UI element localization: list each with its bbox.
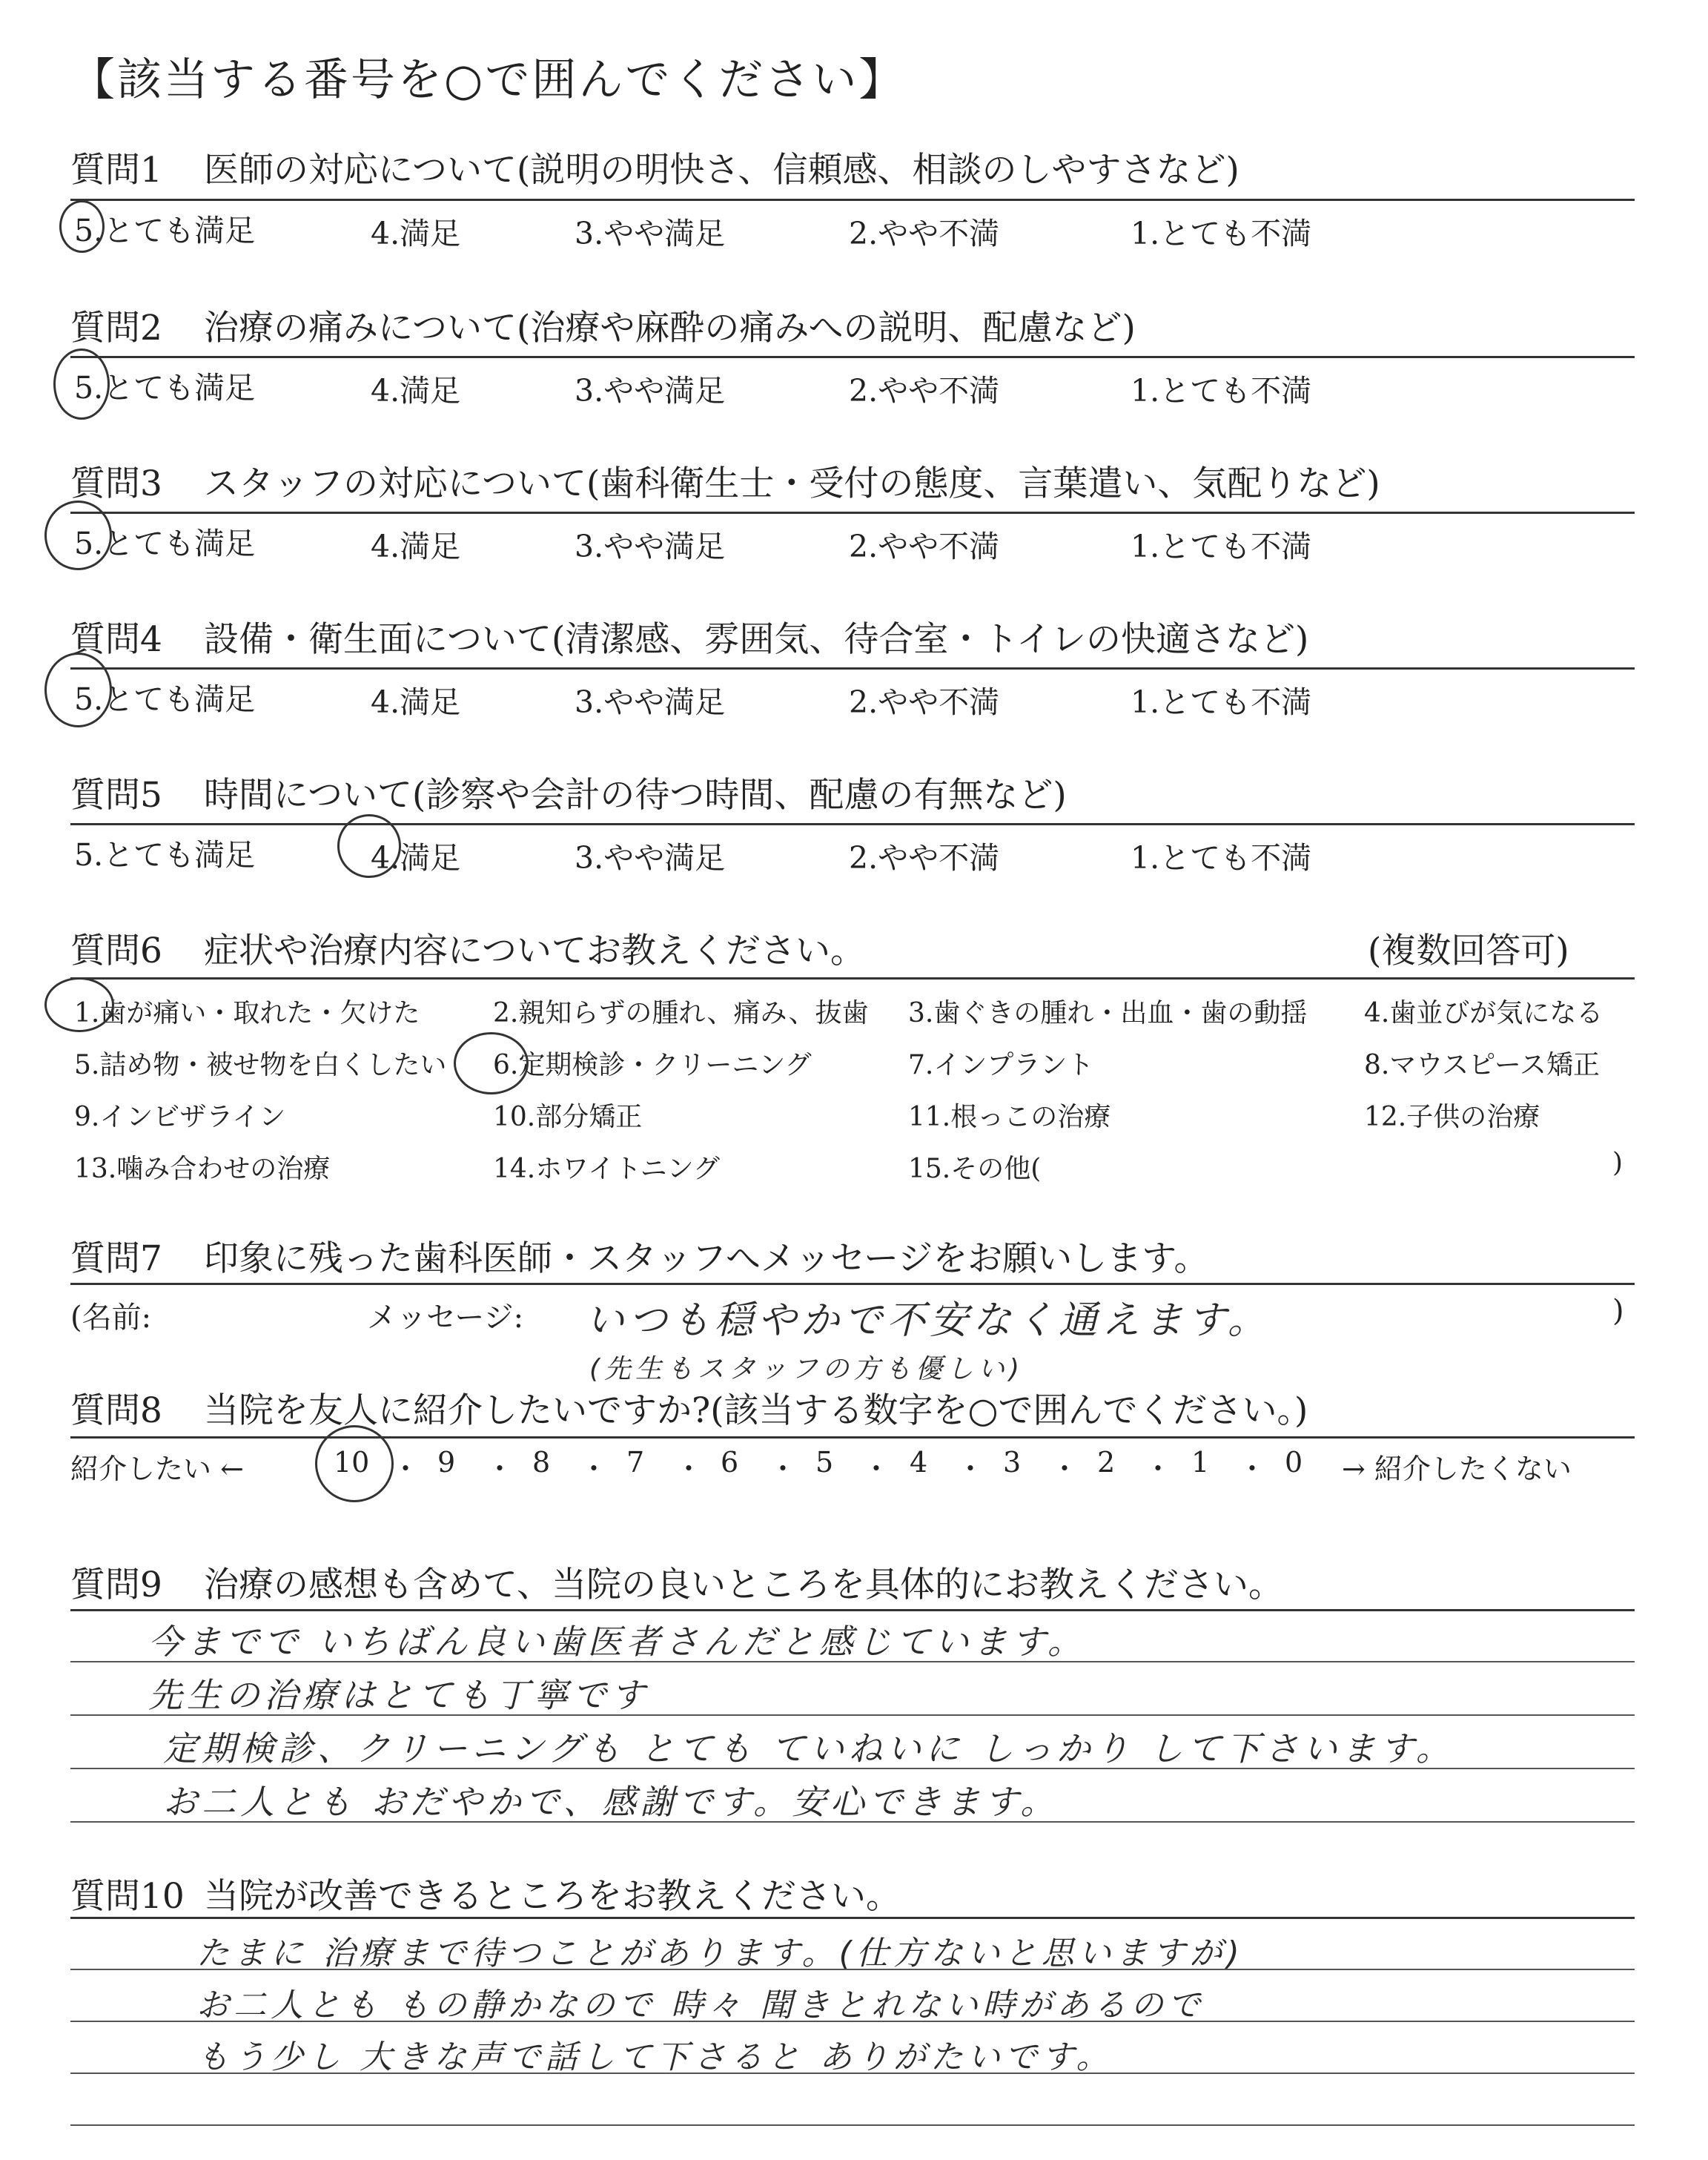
option-5[interactable]: 5.とても満足 bbox=[74, 837, 256, 873]
score-0[interactable]: 0 bbox=[1285, 1446, 1303, 1479]
score-6[interactable]: 6 bbox=[721, 1446, 739, 1479]
option-5[interactable]: 5.とても満足 bbox=[74, 213, 256, 248]
message-answer-sub: (先生もスタッフの方も優しい) bbox=[589, 1354, 1025, 1384]
score-5[interactable]: 5 bbox=[815, 1446, 834, 1479]
symptom-option-7[interactable]: 7.インプラント bbox=[908, 1050, 1094, 1080]
question-title bbox=[70, 1869, 901, 1918]
divider bbox=[70, 512, 1635, 514]
symptom-option-11[interactable]: 11.根っこの治療 bbox=[908, 1102, 1111, 1132]
symptom-option-1[interactable]: 1.歯が痛い・取れた・欠けた bbox=[74, 998, 420, 1028]
scale-dot: ・ bbox=[862, 1453, 891, 1485]
question-text: 当院を友人に紹介したいですか?(該当する数字を○で囲んでください。) bbox=[204, 1390, 1308, 1431]
question-title bbox=[70, 1557, 1283, 1607]
symptom-option-3[interactable]: 3.歯ぐきの腫れ・出血・歯の動揺 bbox=[908, 998, 1308, 1028]
recommend-left-label: 紹介したい ← bbox=[70, 1453, 244, 1485]
option-2[interactable]: 2.やや不満 bbox=[849, 840, 1000, 876]
symptom-option-9[interactable]: 9.インビザライン bbox=[74, 1102, 286, 1132]
question-number: 質問3 bbox=[70, 463, 162, 504]
question-number: 質問6 bbox=[70, 931, 162, 971]
question-text: 治療の感想も含めて、当院の良いところを具体的にお教えください。 bbox=[204, 1565, 1284, 1605]
symptom-option-15[interactable]: 15.その他( bbox=[908, 1154, 1042, 1184]
scale-dot: ・ bbox=[391, 1453, 420, 1485]
score-2[interactable]: 2 bbox=[1097, 1446, 1116, 1479]
option-5[interactable]: 5.とても満足 bbox=[74, 370, 256, 406]
option-2[interactable]: 2.やや不満 bbox=[849, 529, 1000, 564]
question-number: 質問10 bbox=[70, 1876, 185, 1917]
divider bbox=[70, 667, 1635, 670]
survey-title: 【該当する番号を○で囲んでください】 bbox=[70, 54, 906, 106]
question-number: 質問4 bbox=[70, 619, 162, 660]
option-3[interactable]: 3.やや満足 bbox=[575, 216, 726, 251]
option-4[interactable]: 4.満足 bbox=[371, 684, 461, 720]
selection-circle bbox=[53, 349, 110, 420]
divider bbox=[70, 1283, 1635, 1285]
question-title bbox=[70, 456, 1380, 506]
message-label: メッセージ: bbox=[367, 1301, 524, 1335]
option-4[interactable]: 4.満足 bbox=[371, 529, 461, 564]
question-title bbox=[70, 1231, 1208, 1281]
selection-circle bbox=[454, 1032, 529, 1094]
question-text: 症状や治療内容についてお教えください。 bbox=[204, 931, 866, 971]
symptom-option-12[interactable]: 12.子供の治療 bbox=[1364, 1102, 1540, 1132]
multiple-answers-note: (複数回答可) bbox=[1368, 931, 1569, 971]
answer-text[interactable]: 先生の治療はとても丁寧です bbox=[148, 1675, 649, 1715]
symptom-option-13[interactable]: 13.噛み合わせの治療 bbox=[74, 1154, 331, 1184]
score-8[interactable]: 8 bbox=[532, 1446, 551, 1479]
question-text: 治療の痛みについて(治療や麻酔の痛みへの説明、配慮など) bbox=[204, 308, 1136, 349]
symptom-option-14[interactable]: 14.ホワイトニング bbox=[493, 1154, 721, 1184]
divider bbox=[70, 356, 1635, 358]
answer-text[interactable]: たまに 治療まで待つことがあります。(仕方ないと思いますが) bbox=[196, 1935, 1244, 1972]
divider bbox=[70, 199, 1635, 201]
symptom-option-6[interactable]: 6.定期検診・クリーニング bbox=[493, 1050, 812, 1080]
question-title bbox=[70, 923, 865, 973]
other-close-paren: ) bbox=[1612, 1148, 1623, 1178]
question-title bbox=[70, 612, 1308, 661]
selection-circle bbox=[44, 977, 114, 1032]
option-3[interactable]: 3.やや満足 bbox=[575, 684, 726, 720]
option-1[interactable]: 1.とても不満 bbox=[1131, 684, 1312, 720]
scale-dot: ・ bbox=[675, 1453, 704, 1485]
selection-circle bbox=[44, 501, 112, 570]
option-3[interactable]: 3.やや満足 bbox=[575, 840, 726, 876]
scale-dot: ・ bbox=[580, 1453, 609, 1485]
symptom-option-2[interactable]: 2.親知らずの腫れ、痛み、抜歯 bbox=[493, 998, 869, 1028]
divider bbox=[70, 1917, 1635, 1919]
selection-circle bbox=[59, 200, 105, 253]
scale-dot: ・ bbox=[769, 1453, 798, 1485]
question-title bbox=[70, 142, 1239, 192]
option-1[interactable]: 1.とても不満 bbox=[1131, 373, 1312, 409]
symptom-option-10[interactable]: 10.部分矯正 bbox=[493, 1102, 643, 1132]
symptom-option-8[interactable]: 8.マウスピース矯正 bbox=[1364, 1050, 1601, 1080]
divider bbox=[70, 1609, 1635, 1611]
score-1[interactable]: 1 bbox=[1191, 1446, 1210, 1479]
selection-circle bbox=[315, 1425, 394, 1502]
question-text: 印象に残った歯科医師・スタッフへメッセージをお願いします。 bbox=[204, 1238, 1209, 1279]
question-text: 当院が改善できるところをお教えください。 bbox=[204, 1876, 901, 1917]
recommend-right-label: → 紹介したくない bbox=[1342, 1453, 1572, 1485]
message-answer[interactable]: いつも穏やかで不安なく通えます。 bbox=[586, 1298, 1271, 1343]
answer-text[interactable]: 今までで いちばん良い歯医者さんだと感じています。 bbox=[148, 1622, 1086, 1662]
scale-dot: ・ bbox=[1050, 1453, 1079, 1485]
option-3[interactable]: 3.やや満足 bbox=[575, 529, 726, 564]
option-4[interactable]: 4.満足 bbox=[371, 840, 461, 876]
question-text: 時間について(診察や会計の待つ時間、配慮の有無など) bbox=[204, 775, 1067, 816]
divider bbox=[70, 823, 1635, 825]
answer-text[interactable]: お二人とも もの静かなので 時々 聞きとれない時があるので bbox=[196, 1986, 1205, 2024]
question-number: 質問5 bbox=[70, 775, 162, 816]
symptom-option-5[interactable]: 5.詰め物・被せ物を白くしたい bbox=[74, 1050, 447, 1080]
answer-line bbox=[70, 2124, 1635, 2126]
symptom-option-4[interactable]: 4.歯並びが気になる bbox=[1364, 998, 1603, 1028]
answer-text[interactable]: 定期検診、クリーニングも とても ていねいに しっかり して下さいます。 bbox=[163, 1728, 1454, 1768]
question-text: 設備・衛生面について(清潔感、雰囲気、待合室・トイレの快適さなど) bbox=[204, 619, 1309, 660]
option-1[interactable]: 1.とても不満 bbox=[1131, 216, 1312, 251]
option-1[interactable]: 1.とても不満 bbox=[1131, 529, 1312, 564]
score-9[interactable]: 9 bbox=[437, 1446, 456, 1479]
option-4[interactable]: 4.満足 bbox=[371, 216, 461, 251]
answer-text[interactable]: お二人とも おだやかで、感謝です。安心できます。 bbox=[163, 1782, 1059, 1822]
question-number: 質問1 bbox=[70, 150, 162, 191]
option-2[interactable]: 2.やや不満 bbox=[849, 216, 1000, 251]
score-10[interactable]: 10 bbox=[334, 1446, 370, 1479]
option-5[interactable]: 5.とても満足 bbox=[74, 681, 256, 717]
close-paren: ) bbox=[1612, 1294, 1624, 1328]
selection-circle bbox=[44, 653, 112, 727]
score-7[interactable]: 7 bbox=[626, 1446, 645, 1479]
answer-text[interactable]: もう少し 大きな声で話して下さると ありがたいです。 bbox=[196, 2038, 1113, 2076]
option-3[interactable]: 3.やや満足 bbox=[575, 373, 726, 409]
scale-dot: ・ bbox=[1144, 1453, 1173, 1485]
option-2[interactable]: 2.やや不満 bbox=[849, 373, 1000, 409]
question-title bbox=[70, 1383, 1308, 1433]
question-title bbox=[70, 300, 1136, 350]
name-label: (名前: bbox=[70, 1301, 152, 1335]
question-number: 質問7 bbox=[70, 1238, 162, 1279]
option-2[interactable]: 2.やや不満 bbox=[849, 684, 1000, 720]
question-text: スタッフの対応について(歯科衛生士・受付の態度、言葉遣い、気配りなど) bbox=[204, 463, 1380, 504]
option-4[interactable]: 4.満足 bbox=[371, 373, 461, 409]
score-3[interactable]: 3 bbox=[1003, 1446, 1022, 1479]
question-number: 質問2 bbox=[70, 308, 162, 349]
question-text: 医師の対応について(説明の明快さ、信頼感、相談のしやすさなど) bbox=[204, 150, 1239, 191]
scale-dot: ・ bbox=[486, 1453, 514, 1485]
scale-dot: ・ bbox=[956, 1453, 985, 1485]
question-number: 質問9 bbox=[70, 1565, 162, 1605]
scale-dot: ・ bbox=[1238, 1453, 1267, 1485]
question-number: 質問8 bbox=[70, 1390, 162, 1431]
option-1[interactable]: 1.とても不満 bbox=[1131, 840, 1312, 876]
divider bbox=[70, 977, 1635, 980]
divider bbox=[70, 1436, 1635, 1439]
option-5[interactable]: 5.とても満足 bbox=[74, 526, 256, 561]
selection-circle bbox=[337, 814, 401, 878]
score-4[interactable]: 4 bbox=[910, 1446, 928, 1479]
question-title bbox=[70, 767, 1067, 817]
